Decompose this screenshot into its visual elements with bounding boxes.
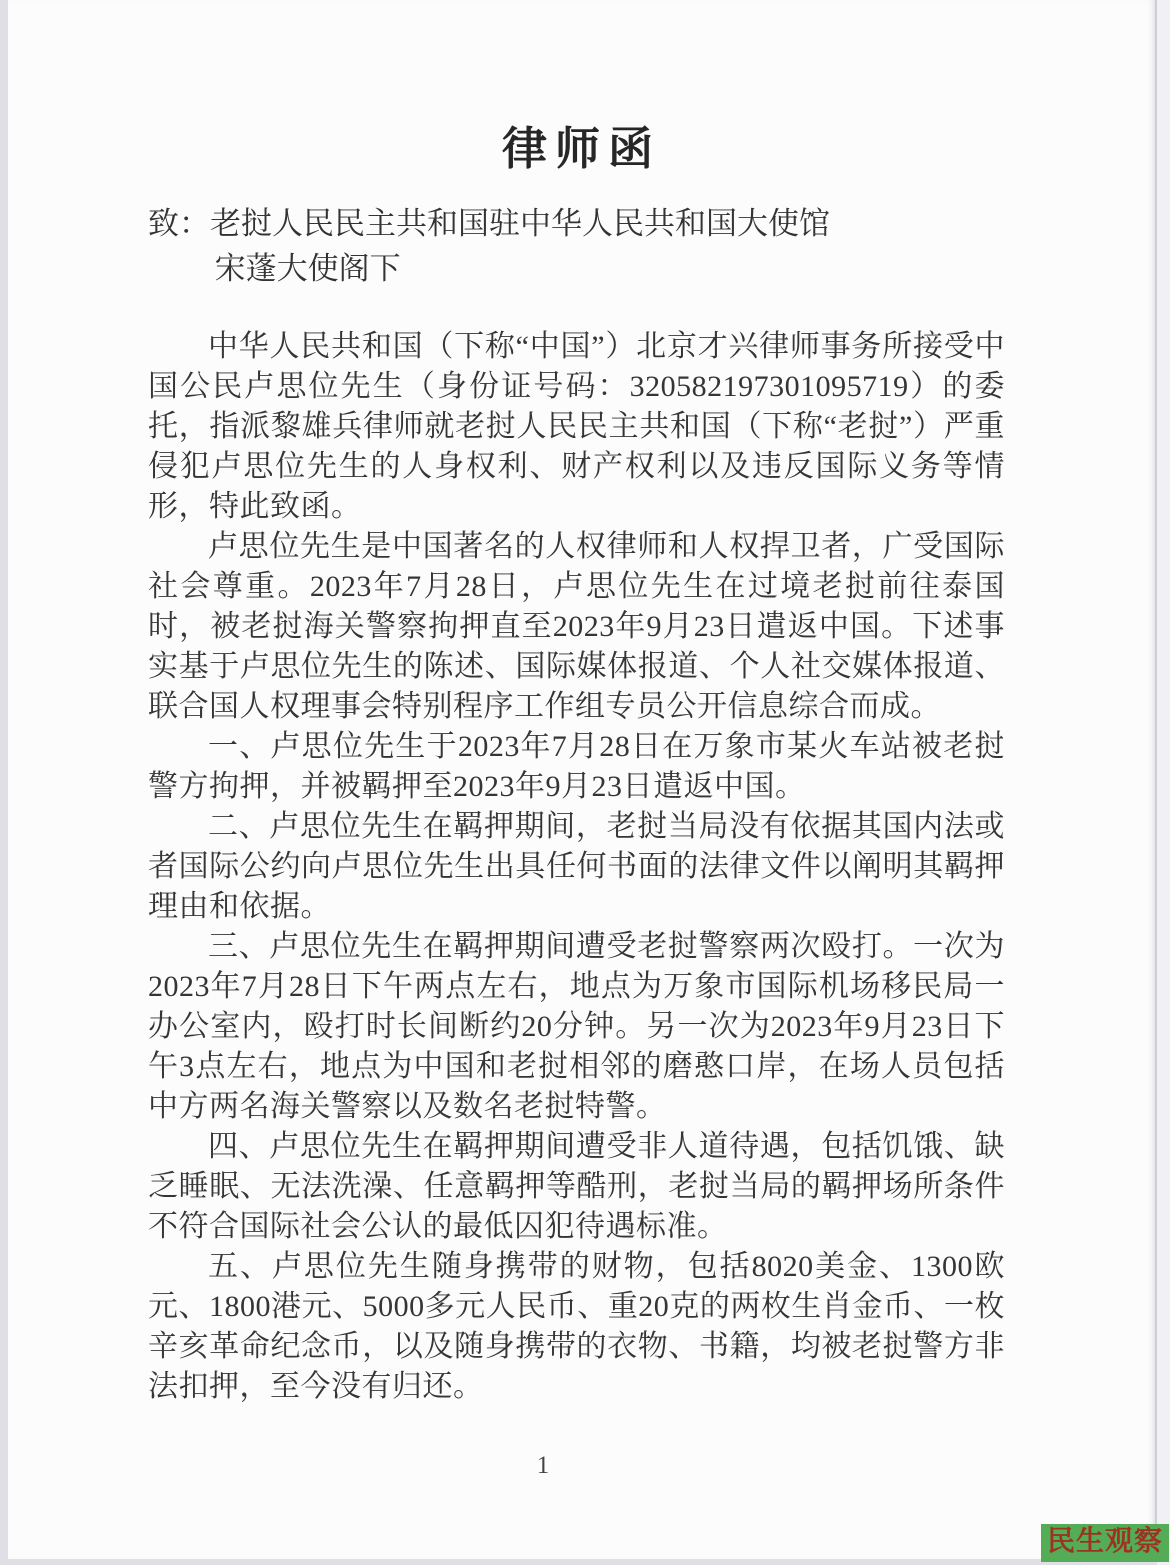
page-number: 1 — [536, 1452, 550, 1479]
document-page — [8, 0, 1157, 1559]
scan-edge-strip — [1157, 0, 1170, 1565]
letter-paragraph: 二、卢思位先生在羁押期间，老挝当局没有依据其国内法或者国际公约向卢思位先生出具任何书面的法律文件以阐明其羁押理由和依据。 — [148, 810, 1005, 923]
page-title: 律师函 — [501, 124, 661, 174]
letter-body — [148, 327, 1005, 1407]
letter-paragraph: 一、卢思位先生于2023年7月28日在万象市某火车站被老挝警方拘押，并被羁押至2023年9月23日遣返中国。 — [148, 730, 1005, 803]
letter-paragraph: 卢思位先生是中国著名的人权律师和人权捍卫者，广受国际社会尊重。2023年7月28日，卢思位先生在过境老挝前往泰国时，被老挝海关警察拘押直至2023年9月23日遣返中国。下述事实基于卢思位先生的陈述、国际媒体报道、个人社交媒体报道、联合国人权理事会特别程序工作组专员公开信息综合而成。 — [148, 530, 1005, 723]
letter-paragraph: 三、卢思位先生在羁押期间遭受老挝警察两次殴打。一次为2023年7月28日下午两点左右，地点为万象市国际机场移民局一办公室内，殴打时长间断约20分钟。另一次为2023年9月23日下午3点左右，地点为中国和老挝相邻的磨憨口岸，在场人员包括中方两名海关警察以及数名老挝特警。 — [148, 930, 1005, 1123]
salutation-block — [148, 201, 1005, 291]
letter-paragraph: 中华人民共和国（下称“中国”）北京才兴律师事务所接受中国公民卢思位先生（身份证号码：320582197301095719）的委托，指派黎雄兵律师就老挝人民民主共和国（下称“老挝”）严重侵犯卢思位先生的人身权利、财产权利以及违反国际义务等情形，特此致函。 — [148, 330, 1005, 523]
watermark-minsheng-guancha: 民生观察 — [1041, 1524, 1169, 1562]
letter-paragraph: 五、卢思位先生随身携带的财物，包括8020美金、1300欧元、1800港元、5000多元人民币、重20克的两枚生肖金币、一枚辛亥革命纪念币，以及随身携带的衣物、书籍，均被老挝警方非法扣押，至今没有归还。 — [148, 1250, 1005, 1403]
letter-paragraph: 四、卢思位先生在羁押期间遭受非人道待遇，包括饥饿、缺乏睡眠、无法洗澡、任意羁押等酷刑，老挝当局的羁押场所条件不符合国际社会公认的最低囚犯待遇标准。 — [148, 1130, 1005, 1243]
recipient-line: 致：老挝人民民主共和国驻中华人民共和国大使馆 — [148, 206, 830, 241]
recipient-name-line: 宋蓬大使阁下 — [214, 251, 401, 286]
